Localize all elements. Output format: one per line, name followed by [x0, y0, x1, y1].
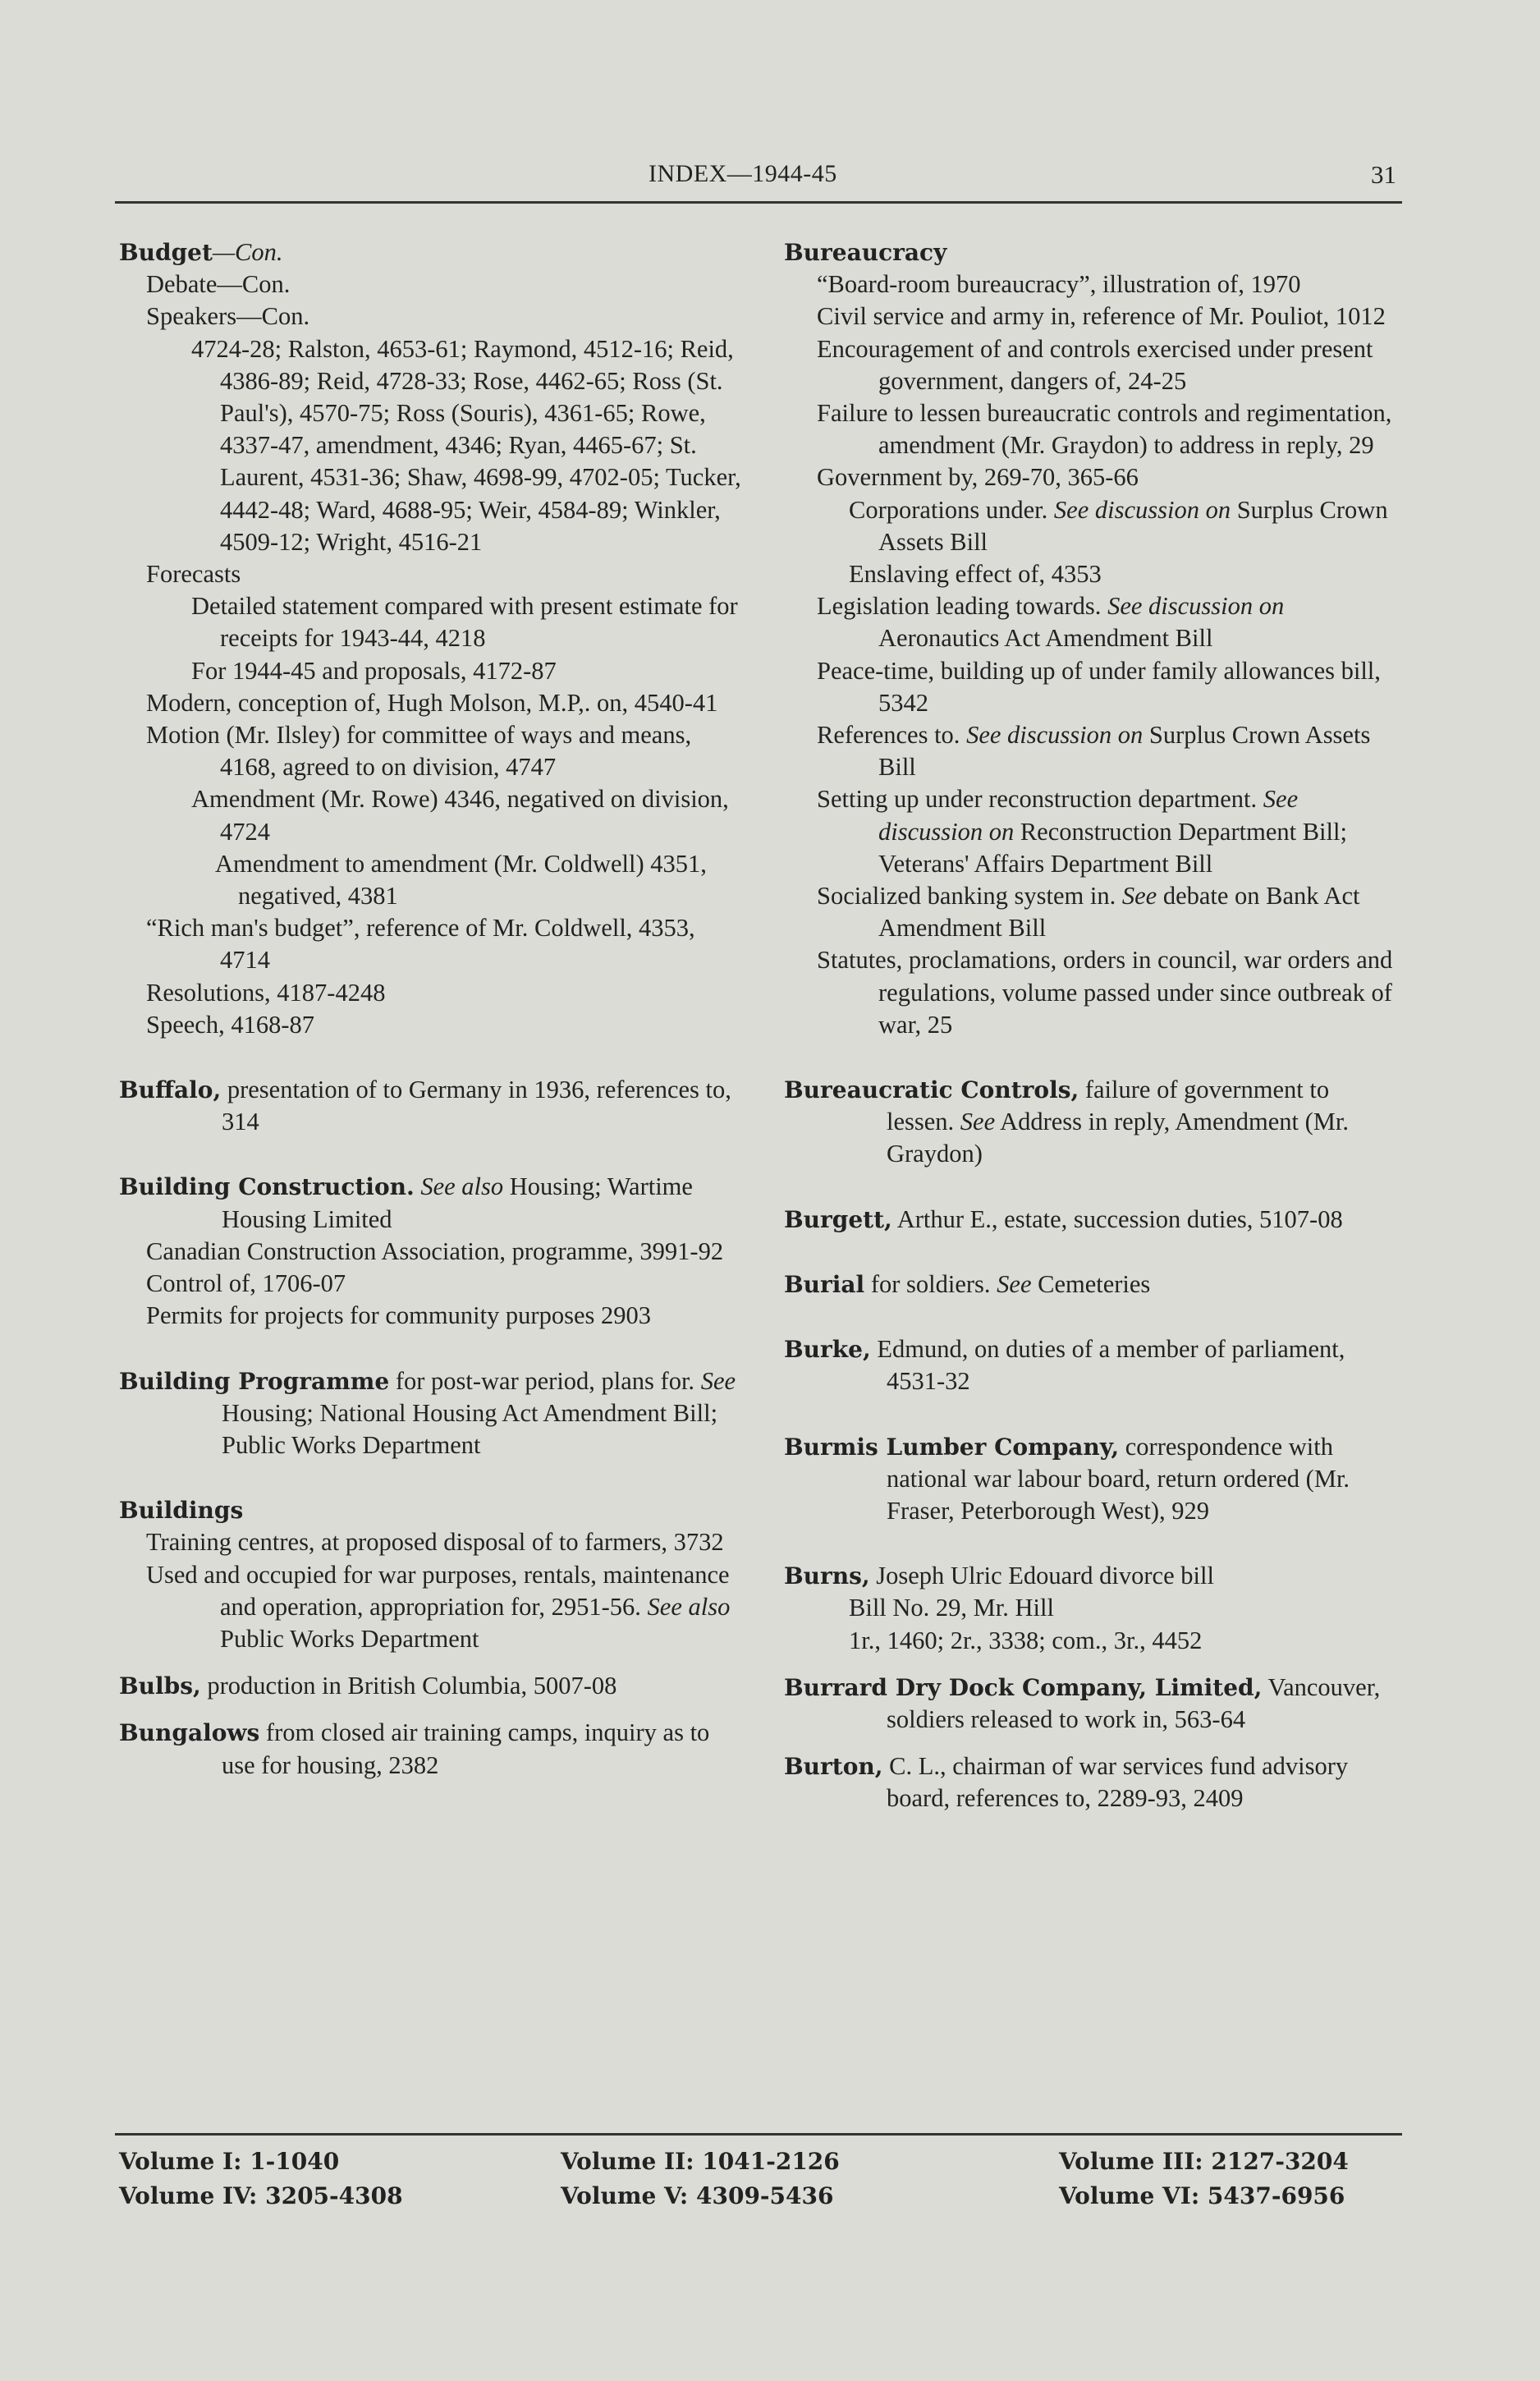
index-entry-burial — [784, 1268, 1401, 1301]
entry-keyword: Bureaucracy — [784, 239, 947, 266]
entry-keyword: Burns, — [784, 1562, 870, 1590]
spacer — [119, 1461, 743, 1494]
right-column — [784, 236, 1401, 1815]
entry-text: Joseph Ulric Edouard divorce bill — [869, 1562, 1214, 1590]
entry-keyword: Burton, — [784, 1753, 883, 1781]
subentry-motion: Motion (Mr. Ilsley) for committee of ways and means, 4168, agreed to on division, 4747 — [146, 721, 692, 782]
entry-text: debate on Bank Act Amendment Bill — [878, 882, 1360, 943]
subentry-training-centres: Training centres, at proposed disposal of to farmers, 3732 — [146, 1528, 724, 1557]
entry-keyword: Bungalows — [119, 1719, 260, 1747]
volume-4-range: Volume IV: 3205-4308 — [119, 2182, 403, 2209]
index-entry-bulbs — [119, 1670, 743, 1702]
entry-text: Housing; National Housing Act Amendment Bill; Public Works Department — [222, 1398, 718, 1459]
page-number: 31 — [1371, 160, 1396, 189]
entry-text: C. L., chairman of war services fund advisory board, references to, 2289-93, 2409 — [882, 1752, 1349, 1813]
entry-text: Used and occupied for war purposes, rentals, maintenance and operation, appropriation for, 2951-56. — [146, 1560, 730, 1621]
entry-text: References to. — [817, 721, 960, 750]
subentry-rich-mans-budget: “Rich man's budget”, reference of Mr. Coldwell, 4353, 4714 — [146, 914, 695, 975]
spacer — [119, 1702, 743, 1717]
subentry-board-room: “Board-room bureaucracy”, illustration of, 1970 — [817, 270, 1301, 299]
index-entry-burns — [784, 1560, 1401, 1592]
entry-keyword: Bulbs, — [119, 1672, 201, 1700]
entry-text: Cemeteries — [1031, 1269, 1151, 1298]
see-reference: See — [990, 1269, 1032, 1298]
volume-6-range: Volume VI: 5437-6956 — [1059, 2182, 1345, 2209]
entry-text: Socialized banking system in. — [817, 882, 1116, 911]
entry-text: Legislation leading towards. — [817, 592, 1102, 621]
spacer — [784, 1736, 1401, 1750]
subentry-speech: Speech, 4168-87 — [146, 1010, 314, 1039]
see-reference: See discussion on — [1047, 495, 1231, 524]
entry-text: presentation of to Germany in 1936, references to, 314 — [221, 1076, 731, 1136]
subentry-peace-time: Peace-time, building up of under family allowances bill, 5342 — [817, 656, 1381, 717]
entry-keyword: Building Construction. — [119, 1173, 415, 1201]
subentry-modern: Modern, conception of, Hugh Molson, M.P,. on, 4540-41 — [146, 688, 718, 717]
spacer — [784, 1301, 1401, 1333]
subentry-resolutions: Resolutions, 4187-4248 — [146, 978, 386, 1007]
subentry-for-1944: For 1944-45 and proposals, 4172-87 — [191, 656, 557, 685]
subentry-references — [784, 719, 1401, 783]
entry-text: Reconstruction Department Bill; Veterans' Affairs Department Bill — [878, 817, 1347, 878]
subentry-detailed-statement: Detailed statement compared with present estimate for receipts for 1943-44, 4218 — [191, 592, 738, 653]
subentry-setting-up — [784, 783, 1401, 880]
subentry-forecasts: Forecasts — [146, 560, 241, 589]
page-title: INDEX—1944-45 — [649, 160, 837, 187]
see-reference: See discussion on — [878, 785, 1299, 846]
subentry-failure: Failure to lessen bureaucratic controls and regimentation, amendment (Mr. Graydon) to address in reply, 29 — [817, 399, 1392, 460]
entry-text: for post-war period, plans for. — [389, 1366, 695, 1395]
volume-5-range: Volume V: 4309-5436 — [561, 2182, 834, 2209]
see-reference: See — [694, 1366, 736, 1395]
subentry-encouragement: Encouragement of and controls exercised under present government, dangers of, 24-25 — [817, 334, 1373, 395]
footer-volumes-left — [119, 2145, 403, 2214]
index-entry-bungalows — [119, 1717, 743, 1781]
spacer — [784, 1171, 1401, 1204]
entry-text: correspondence with national war labour board, return ordered (Mr. Fraser, Peterborough West), 929 — [887, 1432, 1350, 1525]
entry-text: Arthur E., estate, succession duties, 5107-08 — [891, 1204, 1343, 1233]
spacer — [784, 1398, 1401, 1431]
entry-text: Housing; Wartime Housing Limited — [222, 1172, 693, 1233]
entry-keyword: Burmis Lumber Company, — [784, 1433, 1120, 1461]
entry-keyword: Budget — [119, 239, 213, 266]
spacer — [119, 1333, 743, 1365]
entry-keyword: Building Programme — [119, 1367, 390, 1395]
entry-text: —Con. — [212, 238, 283, 266]
spacer — [119, 1138, 743, 1171]
spacer — [784, 1236, 1401, 1268]
see-also: See also — [640, 1592, 731, 1621]
index-entry-buffalo — [119, 1074, 743, 1138]
volume-2-range: Volume II: 1041-2126 — [561, 2148, 840, 2175]
entry-text: for soldiers. — [864, 1269, 991, 1298]
subentry-control: Control of, 1706-07 — [146, 1269, 346, 1298]
subentry-speakers: Speakers—Con. — [146, 302, 310, 331]
subentry-corporations — [784, 494, 1401, 558]
left-column — [119, 236, 743, 1782]
entry-text: Public Works Department — [220, 1624, 479, 1653]
subentry-canadian-construction: Canadian Construction Association, programme, 3991-92 — [146, 1236, 724, 1265]
index-entry-burmis-lumber — [784, 1431, 1401, 1528]
entry-keyword: Bureaucratic Controls, — [784, 1076, 1079, 1104]
spacer — [784, 1657, 1401, 1672]
subentry-statutes: Statutes, proclamations, orders in council, war orders and regulations, volume passed under since outbreak of war, 25 — [817, 946, 1393, 1039]
subentry-legislation — [784, 590, 1401, 654]
volume-3-range: Volume III: 2127-3204 — [1059, 2148, 1349, 2175]
entry-text: Surplus Crown Assets Bill — [878, 495, 1388, 556]
entry-keyword: Burgett, — [784, 1205, 892, 1233]
subentry-speakers-list: 4724-28; Ralston, 4653-61; Raymond, 4512-16; Reid, 4386-89; Reid, 4728-33; Rose, 4462-65; Ross (St. Paul's), 4570-75; Ross (Souris), 4361-65; Rowe, 4337-47, amendment, 4346; Ryan, 4465-67; St. Laurent, 4531-36; Shaw, 4698-99, 4702-05; Tucker, 4442-48; Ward, 4688-95; Weir, 4584-89; Winkler, 4509-12; Wright, 4516-21 — [191, 334, 741, 556]
entry-text: production in British Columbia, 5007-08 — [200, 1672, 617, 1700]
index-entry-burgett — [784, 1204, 1401, 1236]
index-entry-burrard-dry-dock — [784, 1672, 1401, 1736]
spacer — [119, 1655, 743, 1670]
spacer — [784, 1527, 1401, 1560]
index-entry-budget — [119, 236, 743, 268]
entry-keyword: Buffalo, — [119, 1076, 222, 1104]
see-reference: See discussion on — [1101, 592, 1285, 621]
subentry-socialized-banking — [784, 880, 1401, 944]
footer-volumes-center — [561, 2145, 840, 2214]
entry-text: Address in reply, Amendment (Mr. Graydon) — [887, 1108, 1350, 1168]
subentry-amendment: Amendment (Mr. Rowe) 4346, negatived on division, 4724 — [191, 785, 729, 846]
footer-rule — [115, 2133, 1402, 2136]
index-entry-bureaucratic-controls — [784, 1074, 1401, 1171]
entry-text: Setting up under reconstruction department. — [817, 785, 1258, 814]
subentry-amendment-to-amendment: Amendment to amendment (Mr. Coldwell) 4351, negatived, 4381 — [215, 849, 707, 911]
entry-text: Edmund, on duties of a member of parliament, 4531-32 — [870, 1335, 1345, 1396]
see-reference: See discussion on — [960, 721, 1144, 750]
header-rule — [115, 201, 1402, 204]
subentry-civil-service: Civil service and army in, reference of Mr. Pouliot, 1012 — [817, 302, 1386, 331]
see-also: See also — [414, 1172, 504, 1201]
spacer — [119, 1041, 743, 1074]
index-entry-bureaucracy — [784, 236, 1401, 268]
entry-keyword: Burke, — [784, 1336, 871, 1364]
spacer — [784, 1041, 1401, 1074]
entry-text: failure of government to lessen. — [887, 1076, 1330, 1136]
subentry-readings: 1r., 1460; 2r., 3338; com., 3r., 4452 — [849, 1626, 1203, 1654]
index-entry-buildings — [119, 1494, 743, 1526]
subentry-government-by: Government by, 269-70, 365-66 — [817, 463, 1139, 492]
see-reference: See — [954, 1108, 996, 1136]
entry-text: from closed air training camps, inquiry as to use for housing, 2382 — [222, 1718, 710, 1779]
index-entry-building-programme — [119, 1365, 743, 1462]
entry-text: Surplus Crown Assets Bill — [878, 721, 1371, 782]
footer-volumes-right — [1059, 2145, 1349, 2214]
subentry-permits: Permits for projects for community purposes 2903 — [146, 1301, 651, 1330]
index-entry-building-construction — [119, 1171, 743, 1235]
index-entry-burke — [784, 1333, 1401, 1397]
subentry-used-occupied — [119, 1559, 743, 1656]
entry-text: Aeronautics Act Amendment Bill — [878, 624, 1213, 653]
see-reference: See — [1116, 882, 1157, 911]
entry-keyword: Burrard Dry Dock Company, Limited, — [784, 1673, 1263, 1701]
entry-text: Corporations under. — [849, 495, 1048, 524]
volume-1-range: Volume I: 1-1040 — [119, 2148, 340, 2175]
entry-text: Vancouver, soldiers released to work in, 563-64 — [887, 1672, 1381, 1733]
subentry-debate: Debate—Con. — [146, 270, 291, 299]
subentry-enslaving: Enslaving effect of, 4353 — [849, 560, 1102, 589]
index-entry-burton — [784, 1750, 1401, 1814]
entry-keyword: Buildings — [119, 1497, 244, 1525]
entry-keyword: Burial — [784, 1270, 865, 1298]
subentry-bill-number: Bill No. 29, Mr. Hill — [849, 1594, 1054, 1622]
